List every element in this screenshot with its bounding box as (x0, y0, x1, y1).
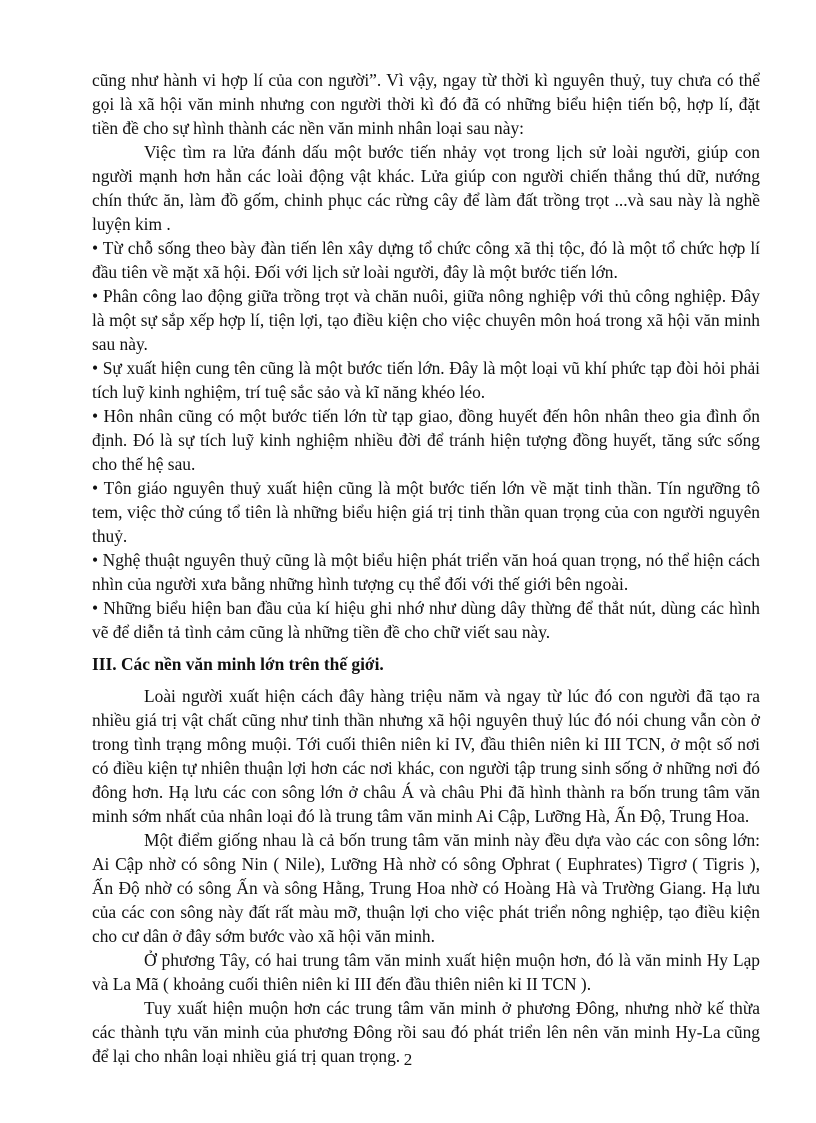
bullet-bow-arrow: • Sự xuất hiện cung tên cũng là một bước tiến lớn. Đây là một loại vũ khí phức tạp đòi hỏi phải tích luỹ kinh nghiệm, trí tuệ sắc sảo và kĩ năng khéo léo. (92, 358, 760, 402)
bullet-art: • Nghệ thuật nguyên thuỷ cũng là một biểu hiện phát triển văn hoá quan trọng, nó thể hiện cách nhìn của người xưa bằng những hình tượng cụ thể đối với thế giới bên ngoài. (92, 550, 760, 594)
paragraph-rivers: Một điểm giống nhau là cả bốn trung tâm văn minh này đều dựa vào các con sông lớn: Ai Cập nhờ có sông Nin ( Nile), Lưỡng Hà nhờ có sông Ơphrat ( Euphrates) Tigrơ ( Tigris ), Ấn Độ nhờ có sông Ấn và sông Hằng, Trung Hoa nhờ có Hoàng Hà và Trường Giang. Hạ lưu của các con sông này đất rất màu mỡ, thuận lợi cho việc phát triển nông nghiệp, tạo điều kiện cho cư dân ở đây sớm bước vào xã hội văn minh. (92, 830, 760, 946)
document-page (92, 68, 760, 1068)
bullet-symbols: • Những biểu hiện ban đầu của kí hiệu ghi nhớ như dùng dây thừng để thắt nút, dùng các hình vẽ để diễn tả tình cảm cũng là những tiền đề cho chữ viết sau này. (92, 598, 760, 642)
paragraph-origins: Loài người xuất hiện cách đây hàng triệu năm và ngay từ lúc đó con người đã tạo ra nhiều giá trị vật chất cũng như tinh thần nhưng xã hội nguyên thuỷ lúc đó nói chung vẫn còn ở trong tình trạng mông muội. Tới cuối thiên niên kỉ IV, đầu thiên niên kỉ III TCN, ở một số nơi có điều kiện tự nhiên thuận lợi hơn các nơi khác, con người tập trung sinh sống ở những nơi đó đông hơn. Hạ lưu các con sông lớn ở châu Á và châu Phi đã hình thành ra bốn trung tâm văn minh sớm nhất của nhân loại đó là trung tâm văn minh Ai Cập, Lưỡng Hà, Ấn Độ, Trung Hoa. (92, 686, 760, 826)
paragraph-greco-roman: Tuy xuất hiện muộn hơn các trung tâm văn minh ở phương Đông, nhưng nhờ kế thừa các thành tựu văn minh của phương Đông rồi sau đó phát triển lên nên văn minh Hy-La cũng để lại cho nhân loại nhiều giá trị quan trọng. (92, 998, 760, 1066)
bullet-clan-commune: • Từ chỗ sống theo bày đàn tiến lên xây dựng tổ chức công xã thị tộc, đó là một tổ chức hợp lí đầu tiên về mặt xã hội. Đối với lịch sử loài người, đây là một bước tiến lớn. (92, 238, 760, 282)
page-number: 2 (403, 1050, 413, 1069)
paragraph-west: Ở phương Tây, có hai trung tâm văn minh xuất hiện muộn hơn, đó là văn minh Hy Lạp và La Mã ( khoảng cuối thiên niên kỉ III đến đầu thiên niên kỉ II TCN ). (92, 950, 760, 994)
bullet-religion: • Tôn giáo nguyên thuỷ xuất hiện cũng là một bước tiến lớn về mặt tinh thần. Tín ngưỡng tô tem, việc thờ cúng tổ tiên là những biểu hiện giá trị tinh thần quan trọng của con người nguyên thuỷ. (92, 478, 760, 546)
paragraph-fire: Việc tìm ra lửa đánh dấu một bước tiến nhảy vọt trong lịch sử loài người, giúp con người mạnh hơn hẳn các loài động vật khác. Lửa giúp con người chiến thắng thú dữ, nướng chín thức ăn, làm đồ gốm, chinh phục các rừng cây để làm đất trồng trọt ...và sau này là nghề luyện kim . (92, 142, 760, 234)
bullet-marriage: • Hôn nhân cũng có một bước tiến lớn từ tạp giao, đồng huyết đến hôn nhân theo gia đình ổn định. Đó là sự tích luỹ kinh nghiệm nhiều đời để tránh hiện tượng đồng huyết, tăng sức sống cho thế hệ sau. (92, 406, 760, 474)
bullet-division-of-labor: • Phân công lao động giữa trồng trọt và chăn nuôi, giữa nông nghiệp với thủ công nghiệp. Đây là một sự sắp xếp hợp lí, tiện lợi, tạo điều kiện cho việc chuyên môn hoá trong xã hội văn minh sau này. (92, 286, 760, 354)
paragraph-intro: cũng như hành vi hợp lí của con người”. Vì vậy, ngay từ thời kì nguyên thuỷ, tuy chưa có thể gọi là xã hội văn minh nhưng con người thời kì đó đã có những biểu hiện tiến bộ, hợp lí, đặt tiền đề cho sự hình thành các nền văn minh nhân loại sau này: (92, 70, 760, 138)
section-heading: III. Các nền văn minh lớn trên thế giới. (92, 654, 384, 674)
